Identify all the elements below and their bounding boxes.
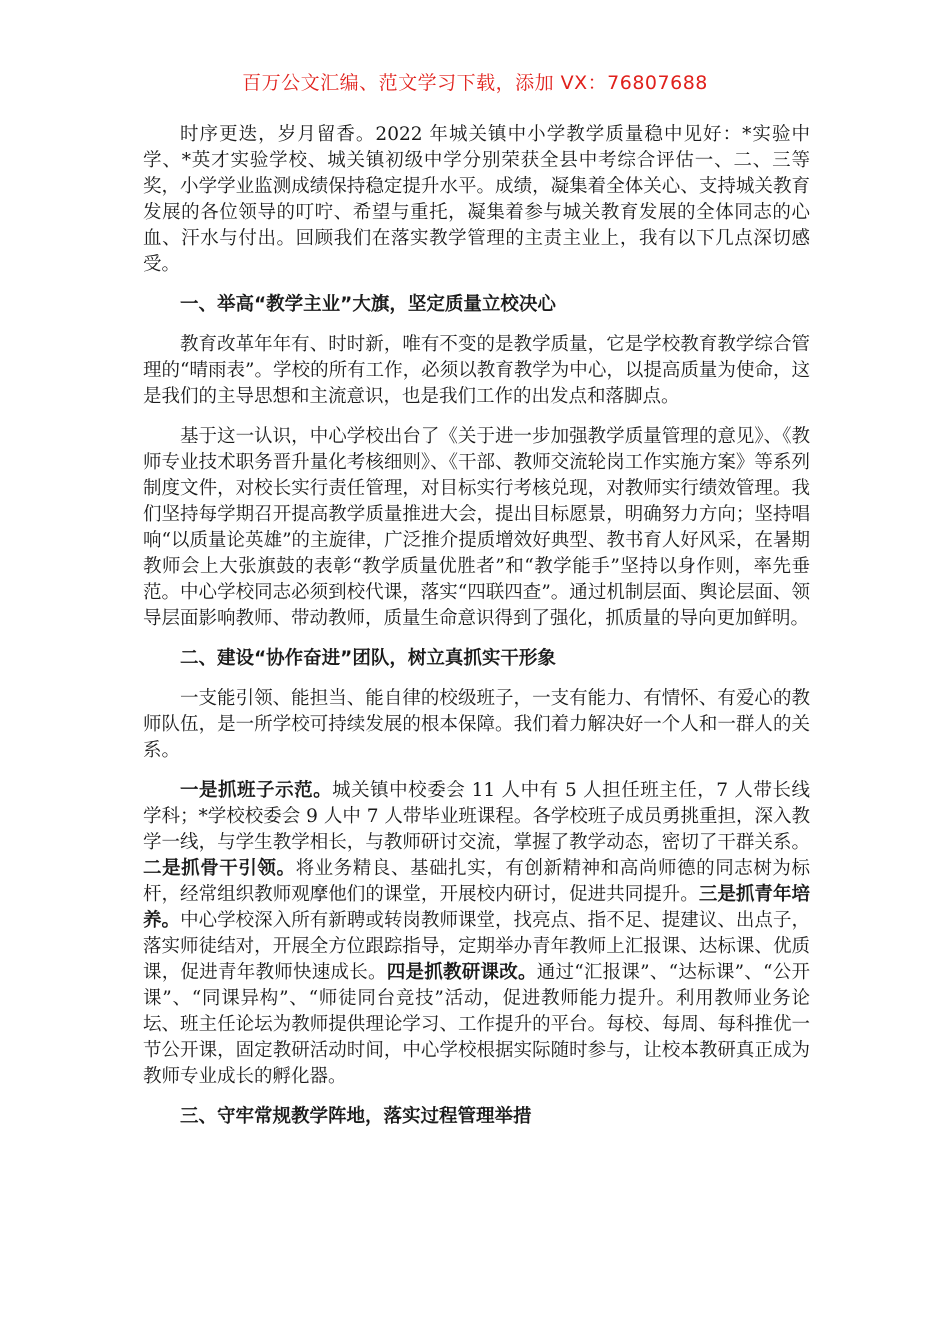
lead-phrase-2: 二是抓骨干引领。 [143,858,296,879]
section-1-heading: 一、举高“教学主业”大旗，坚定质量立校决心 [180,294,556,315]
section-2-heading: 二、建设“协作奋进”团队，树立真抓实干形象 [180,648,556,669]
lead-text-4: 通过“汇报课”、“达标课”、“公开课”、“同课异构”、“师徒同台竞技”活动，促进教师能力提升。利用教师业务论坛、班主任论坛为教师提供理论学习、工作提升的平台。每校、每周、每科推优一节公开课，固定教研活动时间，中心学校根据实际随时参与，让校本教研真正成为教师专业成长的孵化器。 [143,962,810,1087]
section-1-paragraph-1: 教育改革年年有、时时新，唯有不变的是教学质量，它是学校教育教学综合管理的“晴雨表”。学校的所有工作，必须以教育教学为中心，以提高质量为使命，这是我们的主导思想和主流意识，也是我们工作的出发点和落脚点。 [143,334,810,407]
lead-phrase-3: 三是抓青年培养。 [143,884,810,931]
lead-phrase-4: 四是抓教研课改。 [386,962,537,983]
lead-text-2: 将业务精良、基础扎实，有创新精神和高尚师德的同志树为标杆，经常组织教师观摩他们的课堂，开展校内研讨，促进共同提升。 [143,858,810,905]
document-body [143,122,810,1144]
section-2-paragraph-1: 一支能引领、能担当、能自律的校级班子，一支有能力、有情怀、有爱心的教师队伍，是一所学校可持续发展的根本保障。我们着力解决好一个人和一群人的关系。 [143,688,810,761]
lead-text-3: 中心学校深入所有新聘或转岗教师课堂，找亮点、指不足、提建议、出点子，落实师徒结对，开展全方位跟踪指导，定期举办青年教师上汇报课、达标课、优质课，促进青年教师快速成长。 [143,910,810,983]
lead-text-1: 城关镇中校委会 11 人中有 5 人担任班主任，7 人带长线学科；*学校校委会 9 人中 7 人带毕业班课程。各学校班子成员勇挑重担，深入教学一线，与学生教学相长，与教师研讨交流，掌握了教学动态，密切了干群关系。 [143,780,810,853]
section-3-heading: 三、守牢常规教学阵地，落实过程管理举措 [180,1106,532,1127]
section-2-paragraph-2 [143,778,810,1090]
lead-phrase-1: 一是抓班子示范。 [180,780,333,801]
section-1-paragraph-2: 基于这一认识，中心学校出台了《关于进一步加强教学质量管理的意见》、《教师专业技术职务晋升量化考核细则》、《干部、教师交流轮岗工作实施方案》等系列制度文件，对校长实行责任管理，对目标实行考核兑现，对教师实行绩效管理。我们坚持每学期召开提高教学质量推进大会，提出目标愿景，明确努力方向；坚持唱响“以质量论英雄”的主旋律，广泛推介提质增效好典型、教书育人好风采，在暑期教师会上大张旗鼓的表彰“教学质量优胜者”和“教学能手”坚持以身作则，率先垂范。中心学校同志必须到校代课，落实“四联四查”。通过机制层面、舆论层面、领导层面影响教师、带动教师，质量生命意识得到了强化，抓质量的导向更加鲜明。 [143,426,810,629]
watermark-header: 百万公文汇编、范文学习下载，添加 VX：76807688 [242,72,708,94]
intro-paragraph: 时序更迭，岁月留香。2022 年城关镇中小学教学质量稳中见好：*实验中学、*英才实验学校、城关镇初级中学分别荣获全县中考综合评估一、二、三等奖，小学学业监测成绩保持稳定提升水平。成绩，凝集着全体关心、支持城关教育发展的各位领导的叮咛、希望与重托，凝集着参与城关教育发展的全体同志的心血、汗水与付出。回顾我们在落实教学管理的主责主业上，我有以下几点深切感受。 [143,124,810,275]
